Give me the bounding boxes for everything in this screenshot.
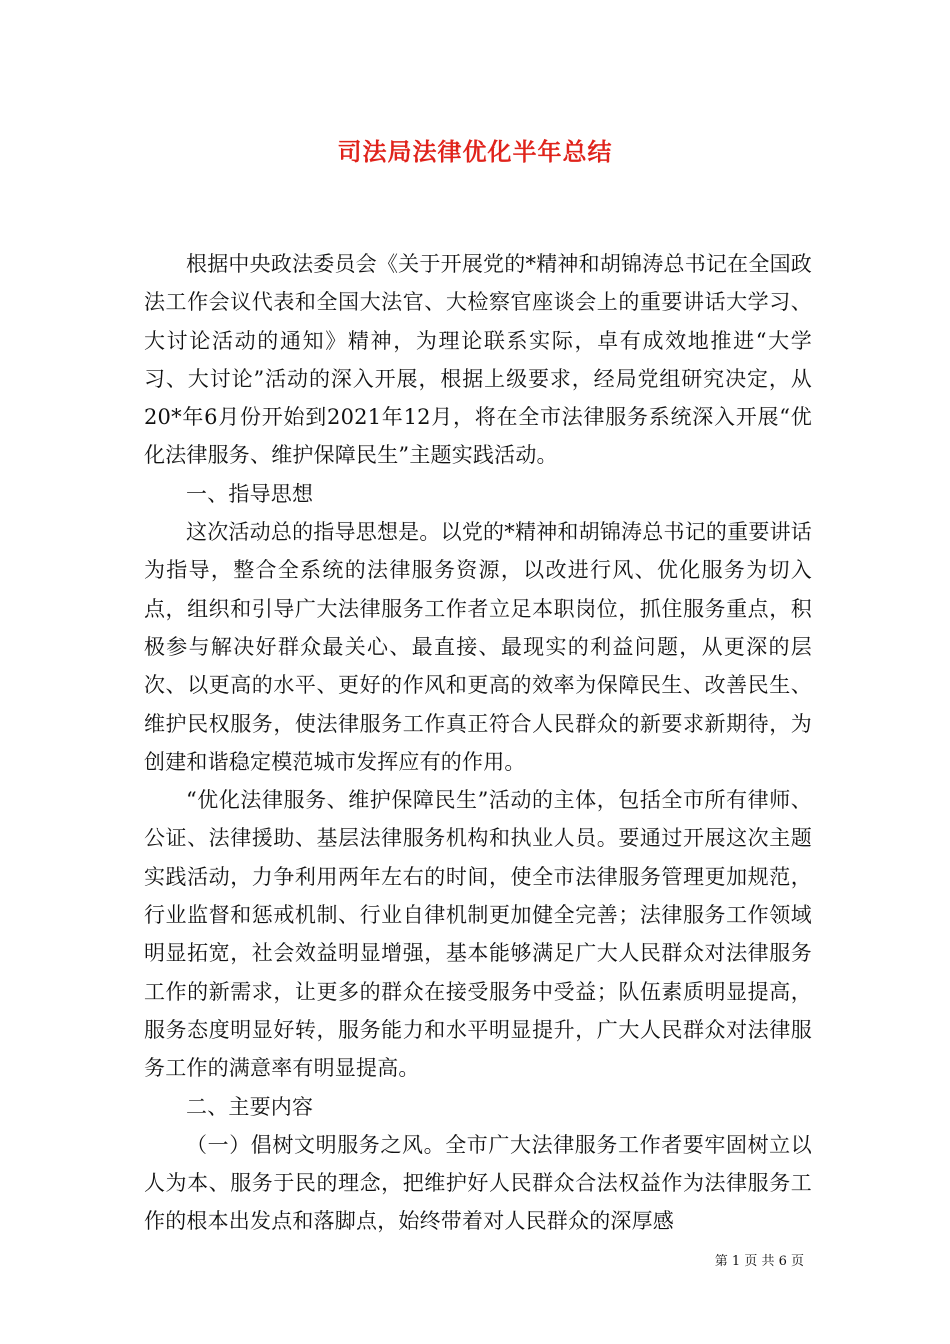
document-title: 司法局法律优化半年总结	[337, 137, 613, 166]
document-body	[144, 245, 812, 1241]
heading-guiding-ideology: 一、指导思想	[186, 481, 314, 506]
page-number: 第 1 页 共 6 页	[714, 1254, 804, 1269]
paragraph-activity-subject: “优化法律服务、维护保障民生”活动的主体，包括全市所有律师、公证、法律援助、基层法律服务机构和执业人员。要通过开展这次主题实践活动，力争利用两年左右的时间，使全市法律服务管理更加规范，行业监督和惩戒机制、行业自律机制更加健全完善；法律服务工作领域明显拓宽，社会效益明显增强，基本能够满足广大人民群众对法律服务工作的新需求，让更多的群众在接受服务中受益；队伍素质明显提高，服务态度明显好转，服务能力和水平明显提升，广大人民群众对法律服务工作的满意率有明显提高。	[144, 788, 812, 1081]
paragraph-guiding-ideology: 这次活动总的指导思想是。以党的*精神和胡锦涛总书记的重要讲话为指导，整合全系统的法律服务资源，以改进行风、优化服务为切入点，组织和引导广大法律服务工作者立足本职岗位，抓住服务重点，积极参与解决好群众最关心、最直接、最现实的利益问题，从更深的层次、以更高的水平、更好的作风和更高的效率为保障民生、改善民生、维护民权服务，使法律服务工作真正符合人民群众的新要求新期待，为创建和谐稳定模范城市发挥应有的作用。	[144, 520, 812, 774]
paragraph-civilized-service: （一）倡树文明服务之风。全市广大法律服务工作者要牢固树立以人为本、服务于民的理念，把维护好人民群众合法权益作为法律服务工作的根本出发点和落脚点，始终带着对人民群众的深厚感	[144, 1132, 812, 1234]
paragraph-intro: 根据中央政法委员会《关于开展党的*精神和胡锦涛总书记在全国政法工作会议代表和全国大法官、大检察官座谈会上的重要讲话大学习、大讨论活动的通知》精神，为理论联系实际，卓有成效地推进“大学习、大讨论”活动的深入开展，根据上级要求，经局党组研究决定，从20*年6月份开始到2021年12月，将在全市法律服务系统深入开展“优化法律服务、维护保障民生”主题实践活动。	[144, 252, 812, 468]
heading-main-content: 二、主要内容	[186, 1094, 314, 1119]
